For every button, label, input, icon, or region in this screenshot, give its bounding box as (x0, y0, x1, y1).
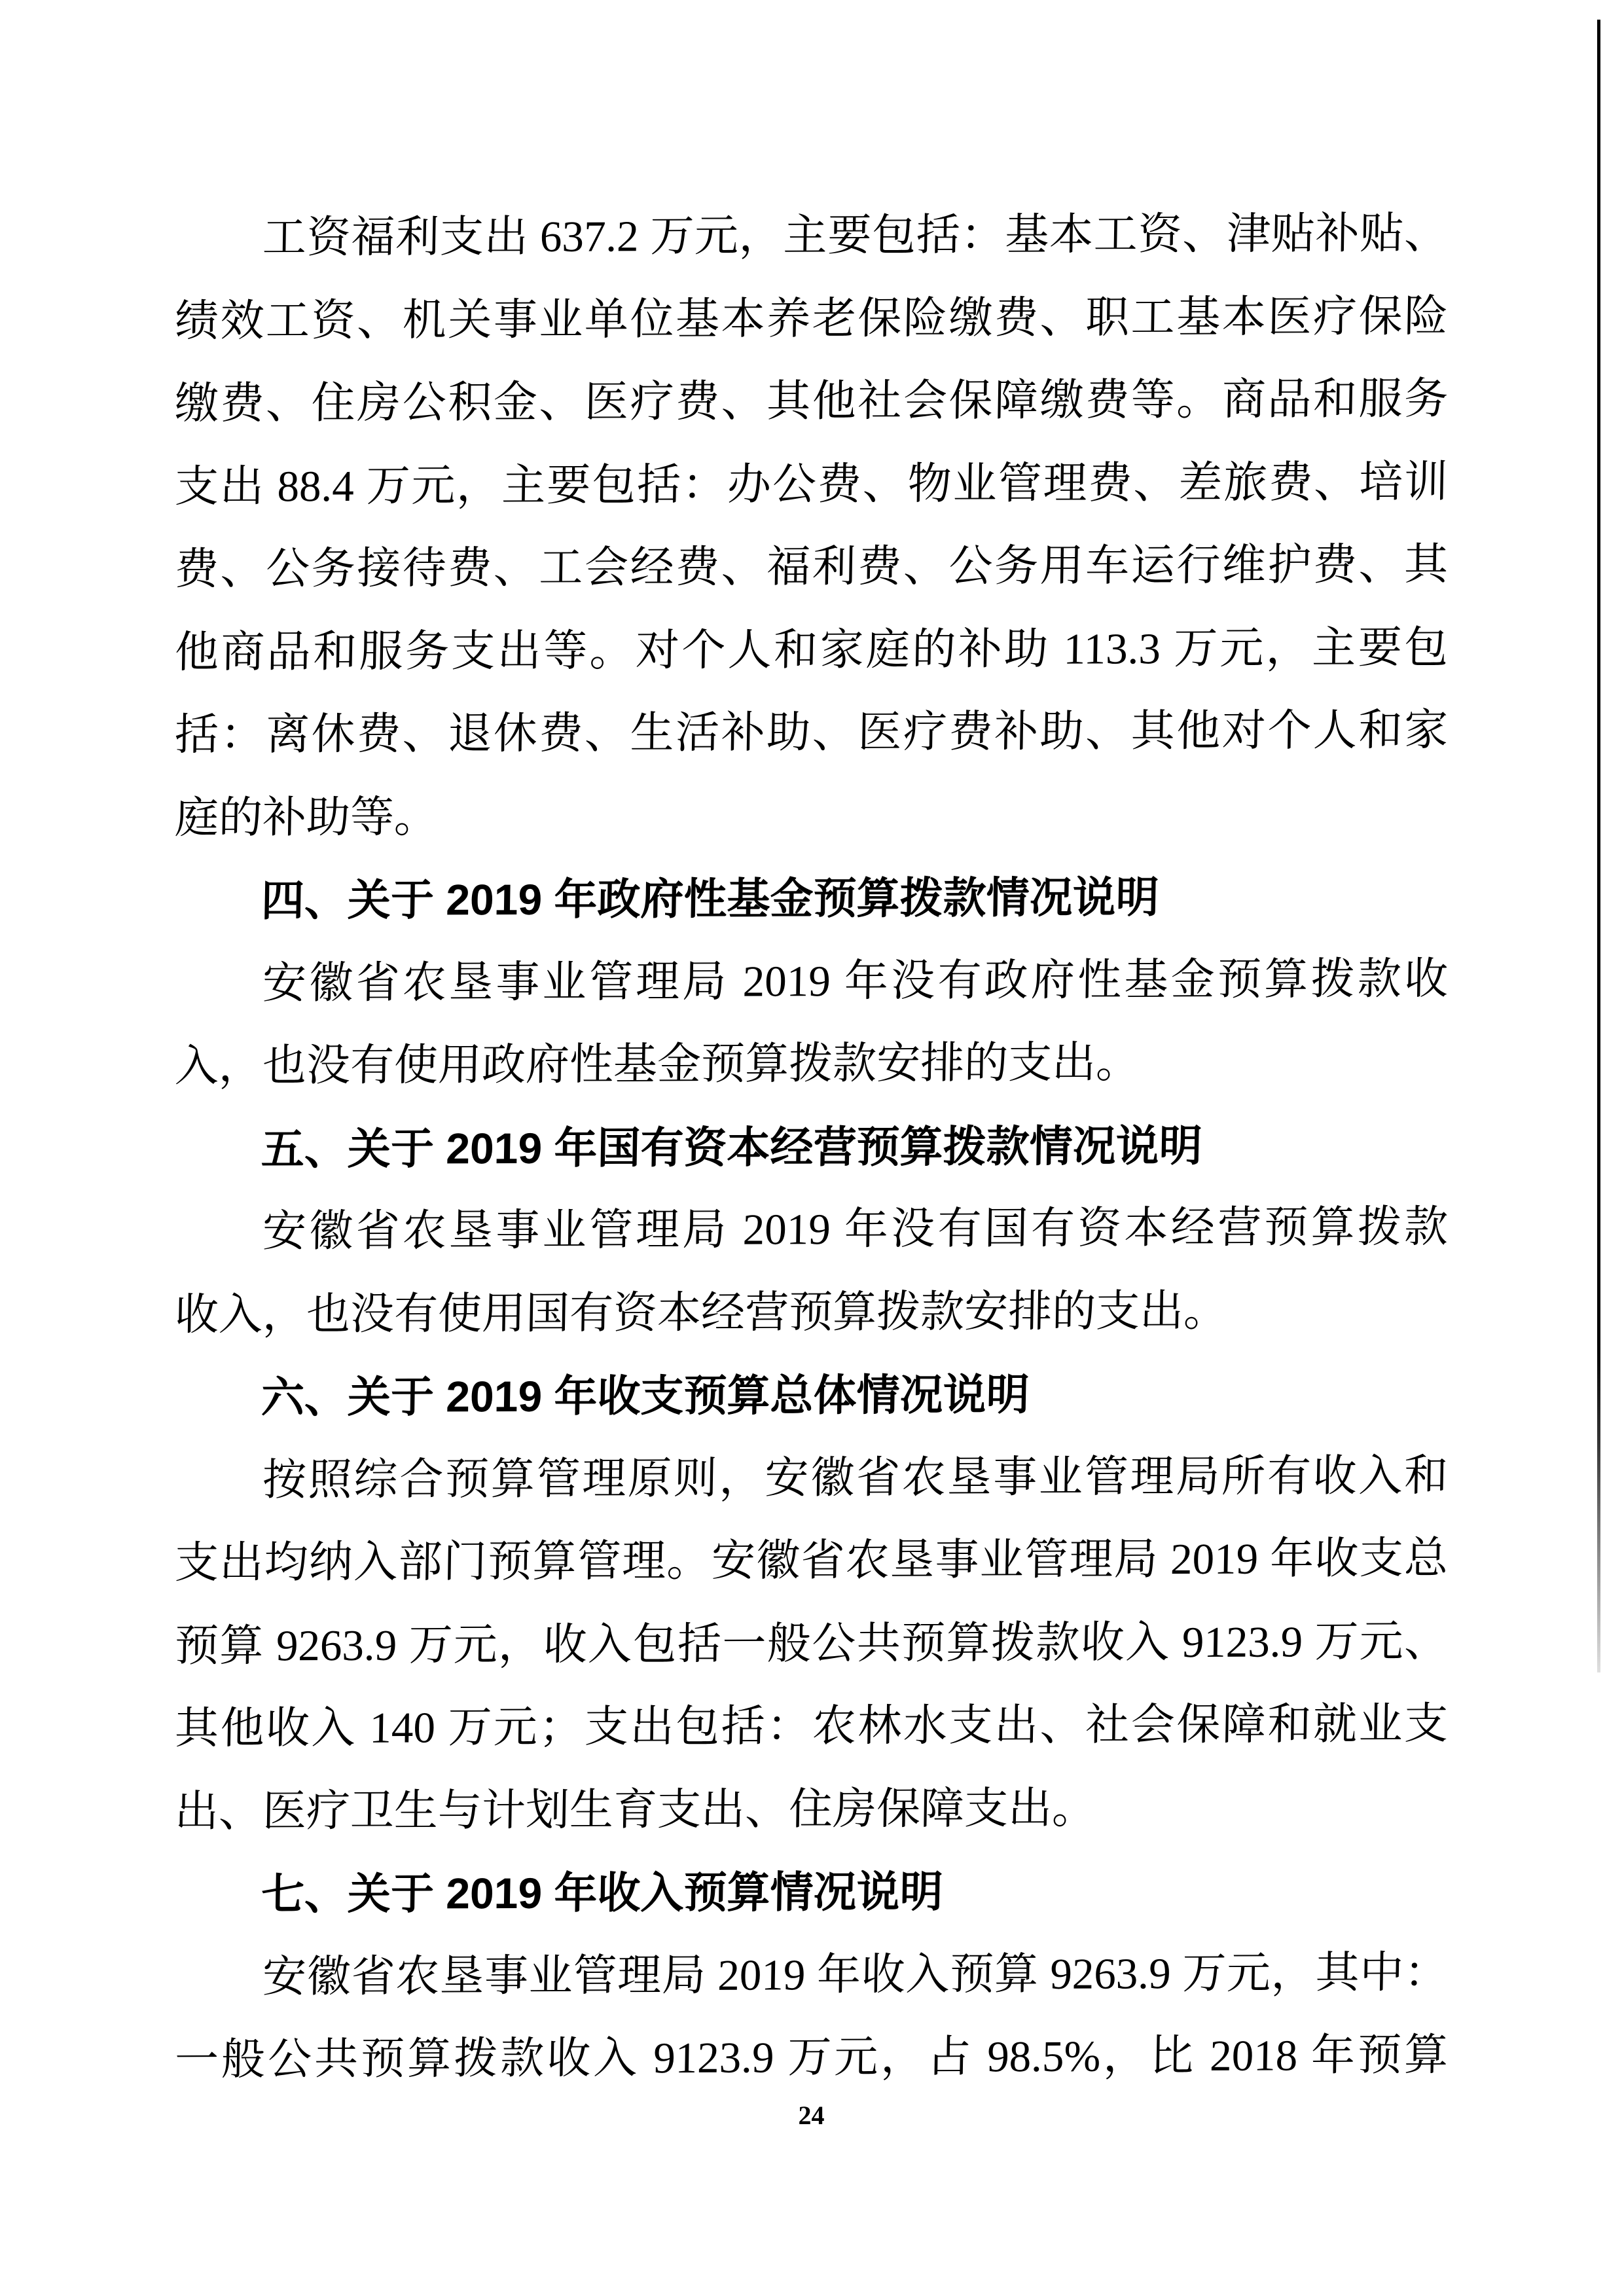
text-line: 安徽省农垦事业管理局 2019 年没有国有资本经营预算拨款 (262, 1202, 1449, 1256)
text-line: 出、医疗卫生与计划生育支出、住房保障支出。 (174, 1784, 1096, 1836)
text-line: 安徽省农垦事业管理局 2019 年收入预算 9263.9 万元，其中： (262, 1948, 1449, 2001)
text-line: 按照综合预算管理原则，安徽省农垦事业管理局所有收入和 (262, 1451, 1449, 1504)
text-line: 支出 88.4 万元，主要包括：办公费、物业管理费、差旅费、培训 (174, 458, 1449, 511)
text-line: 收入，也没有使用国有资本经营预算拨款安排的支出。 (174, 1286, 1228, 1339)
section-heading: 五、关于 2019 年国有资本经营预算拨款情况说明 (261, 1121, 1203, 1173)
text-line: 其他收入 140 万元；支出包括：农林水支出、社会保障和就业支 (174, 1699, 1449, 1753)
scan-artifact-line (1597, 20, 1600, 1672)
text-line: 工资福利支出 637.2 万元，主要包括：基本工资、津贴补贴、 (262, 209, 1449, 262)
text-line: 支出均纳入部门预算管理。安徽省农垦事业管理局 2019 年收支总 (174, 1534, 1449, 1587)
text-line: 缴费、住房公积金、医疗费、其他社会保障缴费等。商品和服务 (174, 374, 1449, 428)
text-line: 绩效工资、机关事业单位基本养老保险缴费、职工基本医疗保险 (174, 292, 1449, 346)
text-line: 费、公务接待费、工会经费、福利费、公务用车运行维护费、其 (174, 540, 1449, 594)
section-heading: 四、关于 2019 年政府性基金预算拨款情况说明 (261, 873, 1160, 925)
text-line: 安徽省农垦事业管理局 2019 年没有政府性基金预算拨款收 (262, 954, 1449, 1007)
text-line: 预算 9263.9 万元，收入包括一般公共预算拨款收入 9123.9 万元、 (174, 1617, 1449, 1671)
text-line: 他商品和服务支出等。对个人和家庭的补助 113.3 万元，主要包 (174, 623, 1449, 677)
section-heading: 六、关于 2019 年收支预算总体情况说明 (261, 1369, 1030, 1422)
section-heading: 七、关于 2019 年收入预算情况说明 (261, 1867, 944, 1919)
page-number: 24 (798, 2101, 825, 2130)
text-line: 一般公共预算拨款收入 9123.9 万元，占 98.5%，比 2018 年预算 (174, 2031, 1449, 2084)
text-line: 入，也没有使用政府性基金预算拨款安排的支出。 (174, 1038, 1140, 1091)
text-line: 庭的补助等。 (174, 792, 439, 842)
text-line: 括：离休费、退休费、生活补助、医疗费补助、其他对个人和家 (174, 706, 1449, 759)
document-text (175, 197, 1448, 2102)
